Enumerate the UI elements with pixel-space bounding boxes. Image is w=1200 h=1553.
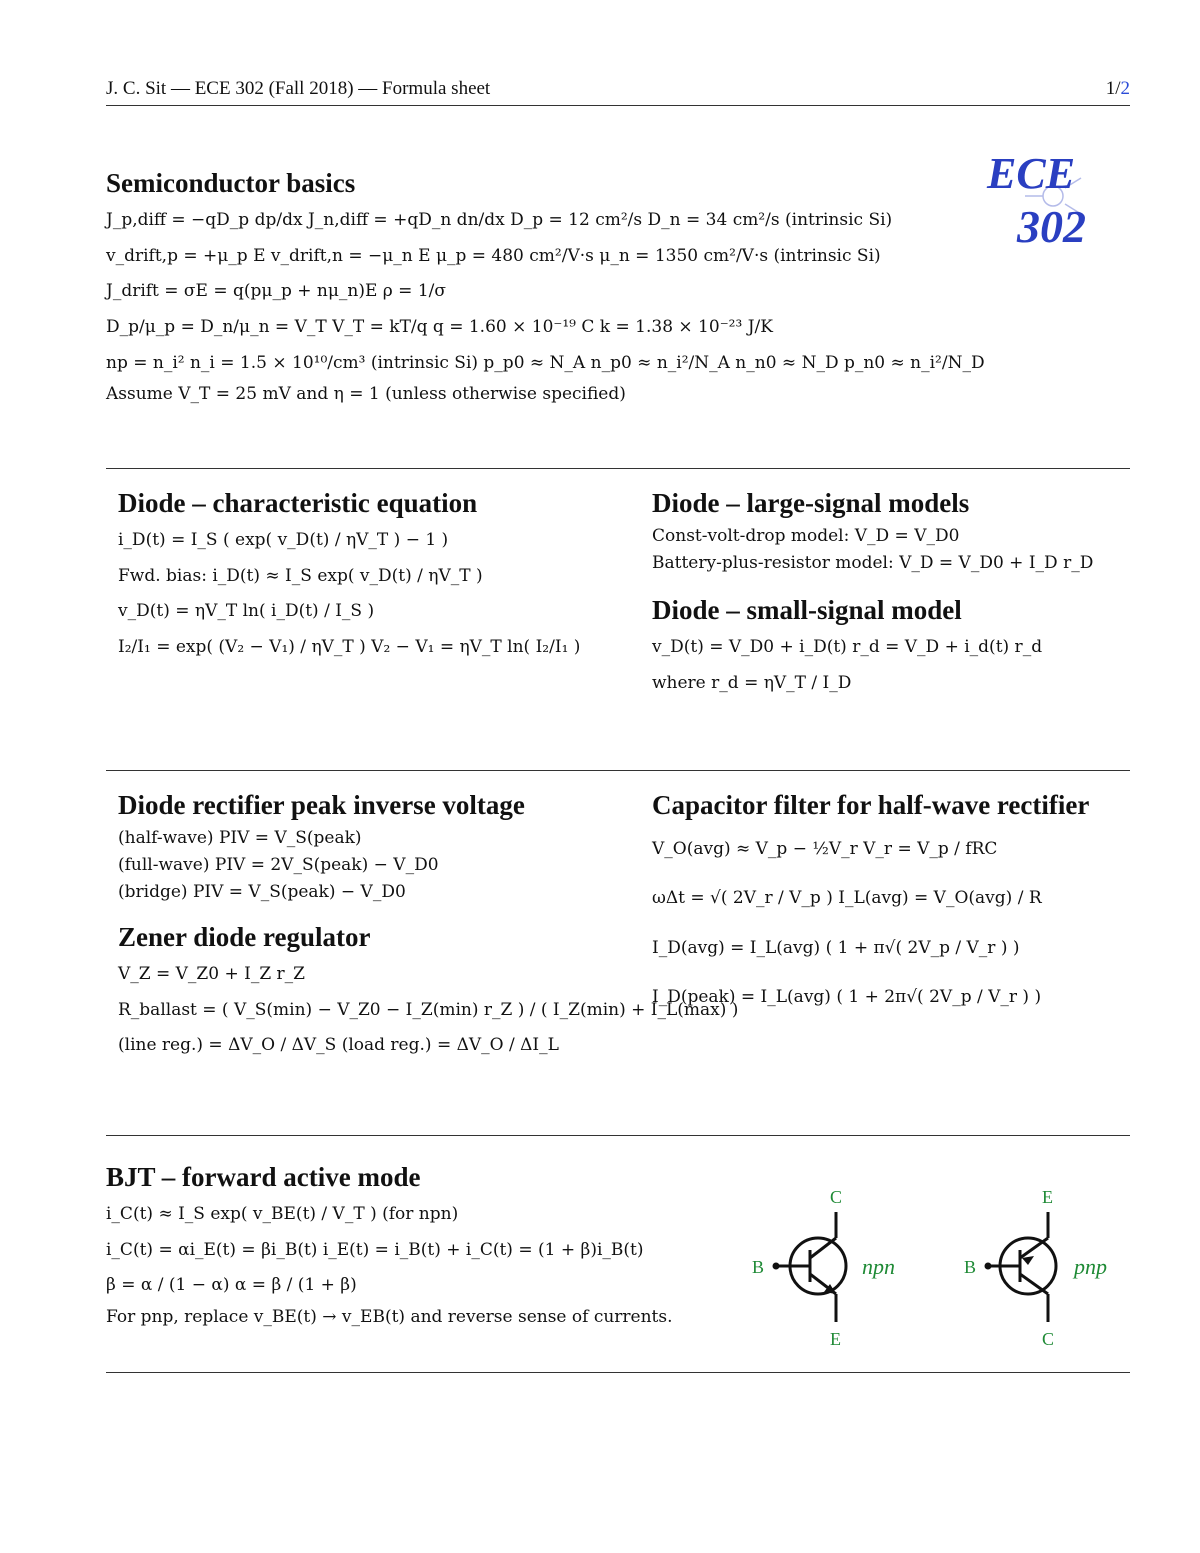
formula-line: Battery-plus-resistor model: V_D = V_D0 + I_D r_D [652,553,1094,574]
formula-line: np = n_i² n_i = 1.5 × 10¹⁰/cm³ (intrinsic Si) p_p0 ≈ N_A n_p0 ≈ n_i²/N_A n_n0 ≈ N_D p_n0 ≈ n_i²/N_D [106,352,985,373]
formula-line: D_p/μ_p = D_n/μ_n = V_T V_T = kT/q q = 1.60 × 10⁻¹⁹ C k = 1.38 × 10⁻²³ J/K [106,317,773,338]
section-title: Zener diode regulator [118,922,371,952]
section-title: Semiconductor basics [106,168,356,198]
formula-line: Const-volt-drop model: V_D = V_D0 [652,526,960,546]
formula-line: (half-wave) PIV = V_S(peak) [118,828,362,848]
npn-emitter-label: E [830,1329,841,1349]
section-title: Diode – small-signal model [652,595,962,625]
pnp-emitter-label: E [1042,1187,1053,1207]
formula-line: v_D(t) = ηV_T ln( i_D(t) / I_S ) [118,601,375,622]
section-rectifier-piv [118,790,638,907]
npn-base-label: B [752,1257,765,1277]
formula-line: i_C(t) ≈ I_S exp( v_BE(t) / V_T ) (for npn) [106,1204,459,1224]
section-divider [106,770,1130,771]
formula-line: For pnp, replace v_BE(t) → v_EB(t) and reverse sense of currents. [106,1307,673,1328]
npn-collector-label: C [830,1187,843,1207]
formula-line: Assume V_T = 25 mV and η = 1 (unless otherwise specified) [106,384,626,405]
logo-text-ece: ECE [987,149,1076,198]
formula-line: V_Z = V_Z0 + I_Z r_Z [118,964,305,984]
header-title: J. C. Sit — ECE 302 (Fall 2018) — Formula sheet [106,78,491,99]
formula-line: (bridge) PIV = V_S(peak) − V_D0 [118,882,406,903]
section-diode-characteristic [118,488,638,666]
section-title: Diode rectifier peak inverse voltage [118,790,525,820]
section-bjt-forward-active [106,1162,726,1331]
formula-line: where r_d = ηV_T / I_D [652,672,852,693]
section-divider [106,468,1130,469]
formula-line: I₂/I₁ = exp( (V₂ − V₁) / ηV_T ) V₂ − V₁ = ηV_T ln( I₂/I₁ ) [118,637,581,658]
pnp-label: pnp [1074,1254,1107,1279]
section-diode-large-signal [652,488,1122,577]
pnp-collector-label: C [1042,1329,1055,1349]
section-divider [106,1135,1130,1136]
page-number: 1/2 [1105,78,1130,99]
pnp-transistor-symbol [962,1182,1132,1352]
formula-line: i_C(t) = αi_E(t) = βi_B(t) i_E(t) = i_B(t) + i_C(t) = (1 + β)i_B(t) [106,1239,644,1260]
ece302-logo [985,148,1115,248]
section-title: Diode – large-signal models [652,488,970,518]
formula-line: I_D(peak) = I_L(avg) ( 1 + 2π√( 2V_p / V_r ) ) [652,986,1042,1007]
formula-line: J_drift = σE = q(pμ_p + nμ_n)E ρ = 1/σ [106,281,446,302]
section-title: Capacitor filter for half-wave rectifier [652,790,1090,820]
formula-line: V_O(avg) ≈ V_p − ½V_r V_r = V_p / fRC [652,839,998,859]
section-capacitor-filter [652,790,1130,1022]
formula-line: v_drift,p = +μ_p E v_drift,n = −μ_n E μ_p = 480 cm²/V·s μ_n = 1350 cm²/V·s (intrinsic Si) [106,245,881,266]
formula-line: R_ballast = ( V_S(min) − V_Z0 − I_Z(min) r_Z ) / ( I_Z(min) + I_L(max) ) [118,999,739,1020]
formula-line: Fwd. bias: i_D(t) ≈ I_S exp( v_D(t) / ηV_T ) [118,565,483,586]
section-semiconductor-basics [106,168,986,409]
formula-line: v_D(t) = V_D0 + i_D(t) r_d = V_D + i_d(t) r_d [652,637,1043,657]
pnp-base-label: B [964,1257,977,1277]
formula-line: ωΔt = √( 2V_r / V_p ) I_L(avg) = V_O(avg) / R [652,888,1042,909]
formula-line: (line reg.) = ΔV_O / ΔV_S (load reg.) = ΔV_O / ΔI_L [118,1035,559,1056]
logo-text-302: 302 [1017,201,1086,248]
formula-line: I_D(avg) = I_L(avg) ( 1 + π√( 2V_p / V_r ) ) [652,937,1020,958]
formula-line: (full-wave) PIV = 2V_S(peak) − V_D0 [118,855,439,876]
page-total-link[interactable]: 2 [1120,78,1130,99]
section-zener-regulator [118,922,739,1064]
formula-line: J_p,diff = −qD_p dp/dx J_n,diff = +qD_n dn/dx D_p = 12 cm²/s D_n = 34 cm²/s (intrinsic Si) [106,210,893,230]
section-title: BJT – forward active mode [106,1162,421,1192]
npn-label: npn [862,1254,895,1279]
header-rule [106,105,1130,106]
section-title: Diode – characteristic equation [118,488,478,518]
formula-line: i_D(t) = I_S ( exp( v_D(t) / ηV_T ) − 1 ) [118,530,449,550]
formula-line: β = α / (1 − α) α = β / (1 + β) [106,1275,357,1296]
npn-transistor-symbol [748,1182,918,1352]
page-header [106,78,1130,100]
section-divider [106,1372,1130,1373]
section-diode-small-signal [652,595,1122,701]
